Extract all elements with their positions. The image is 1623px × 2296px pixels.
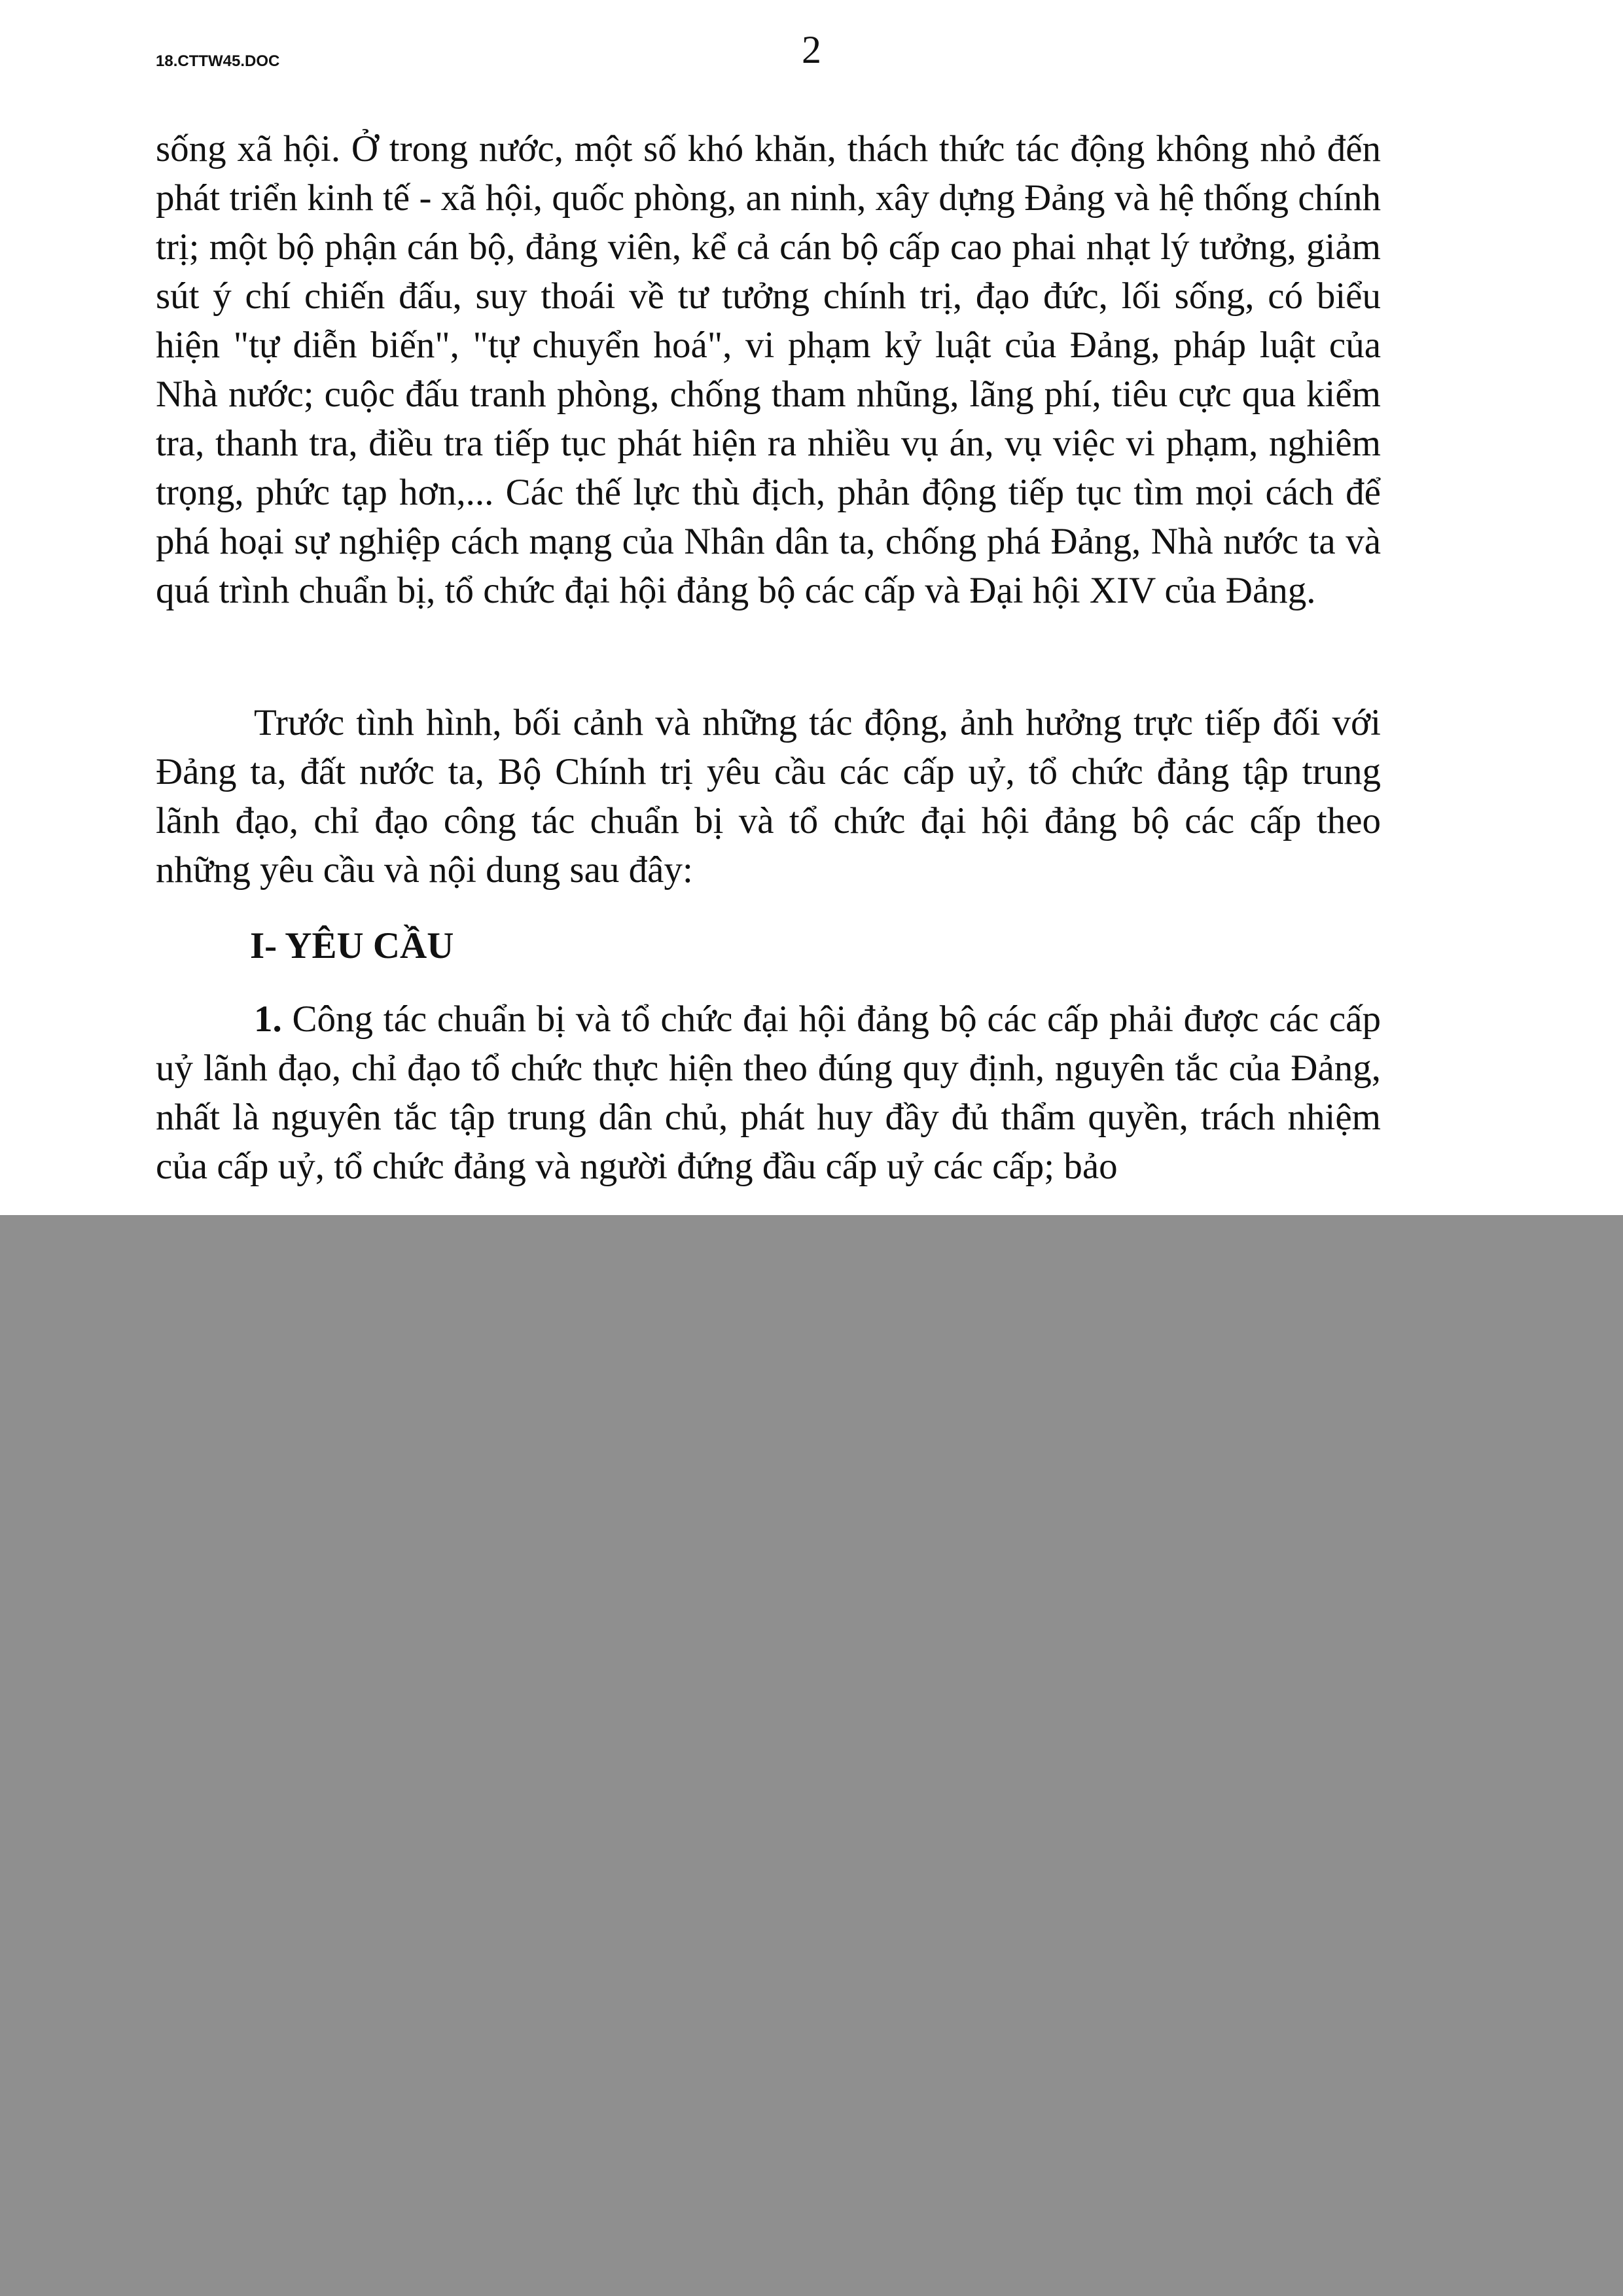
section-heading: I- YÊU CẦU xyxy=(250,925,454,966)
requirement-number: 1. xyxy=(254,998,282,1040)
document-code: 18.CTTW45.DOC xyxy=(156,52,280,70)
redaction-overlay xyxy=(0,1215,1623,2296)
paragraph-context: sống xã hội. Ở trong nước, một số khó khăn, thách thức tác động không nhỏ đến phát triển kinh tế - xã hội, quốc phòng, an ninh, xây dựng Đảng và hệ thống chính trị; một bộ phận cán bộ, đảng viên, kể cả cán bộ cấp cao phai nhạt lý tưởng, giảm sút ý chí chiến đấu, suy thoái về tư tưởng chính trị, đạo đức, lối sống, có biểu hiện "tự diễn biến", "tự chuyển hoá", vi phạm kỷ luật của Đảng, pháp luật của Nhà nước; cuộc đấu tranh phòng, chống tham nhũng, lãng phí, tiêu cực qua kiểm tra, thanh tra, điều tra tiếp tục phát hiện ra nhiều vụ án, vụ việc vi phạm, nghiêm trọng, phức tạp hơn,... Các thế lực thù địch, phản động tiếp tục tìm mọi cách để phá hoại sự nghiệp cách mạng của Nhân dân ta, chống phá Đảng, Nhà nước ta và quá trình chuẩn bị, tổ chức đại hội đảng bộ các cấp và Đại hội XIV của Đảng. xyxy=(156,128,1381,611)
requirement-text: Công tác chuẩn bị và tổ chức đại hội đảng bộ các cấp phải được các cấp uỷ lãnh đạo, chỉ đạo tổ chức thực hiện theo đúng quy định, nguyên tắc của Đảng, nhất là nguyên tắc tập trung dân chủ, phát huy đầy đủ thẩm quyền, trách nhiệm của cấp uỷ, tổ chức đảng và người đứng đầu cấp uỷ các cấp; bảo xyxy=(156,998,1381,1187)
page-number: 2 xyxy=(802,28,821,71)
paragraph-request: Trước tình hình, bối cảnh và những tác động, ảnh hưởng trực tiếp đối với Đảng ta, đất nước ta, Bộ Chính trị yêu cầu các cấp uỷ, tổ chức đảng tập trung lãnh đạo, chỉ đạo công tác chuẩn bị và tổ chức đại hội đảng bộ các cấp theo những yêu cầu và nội dung sau đây: xyxy=(156,702,1381,891)
paragraph-requirement-1 xyxy=(156,995,1381,1191)
